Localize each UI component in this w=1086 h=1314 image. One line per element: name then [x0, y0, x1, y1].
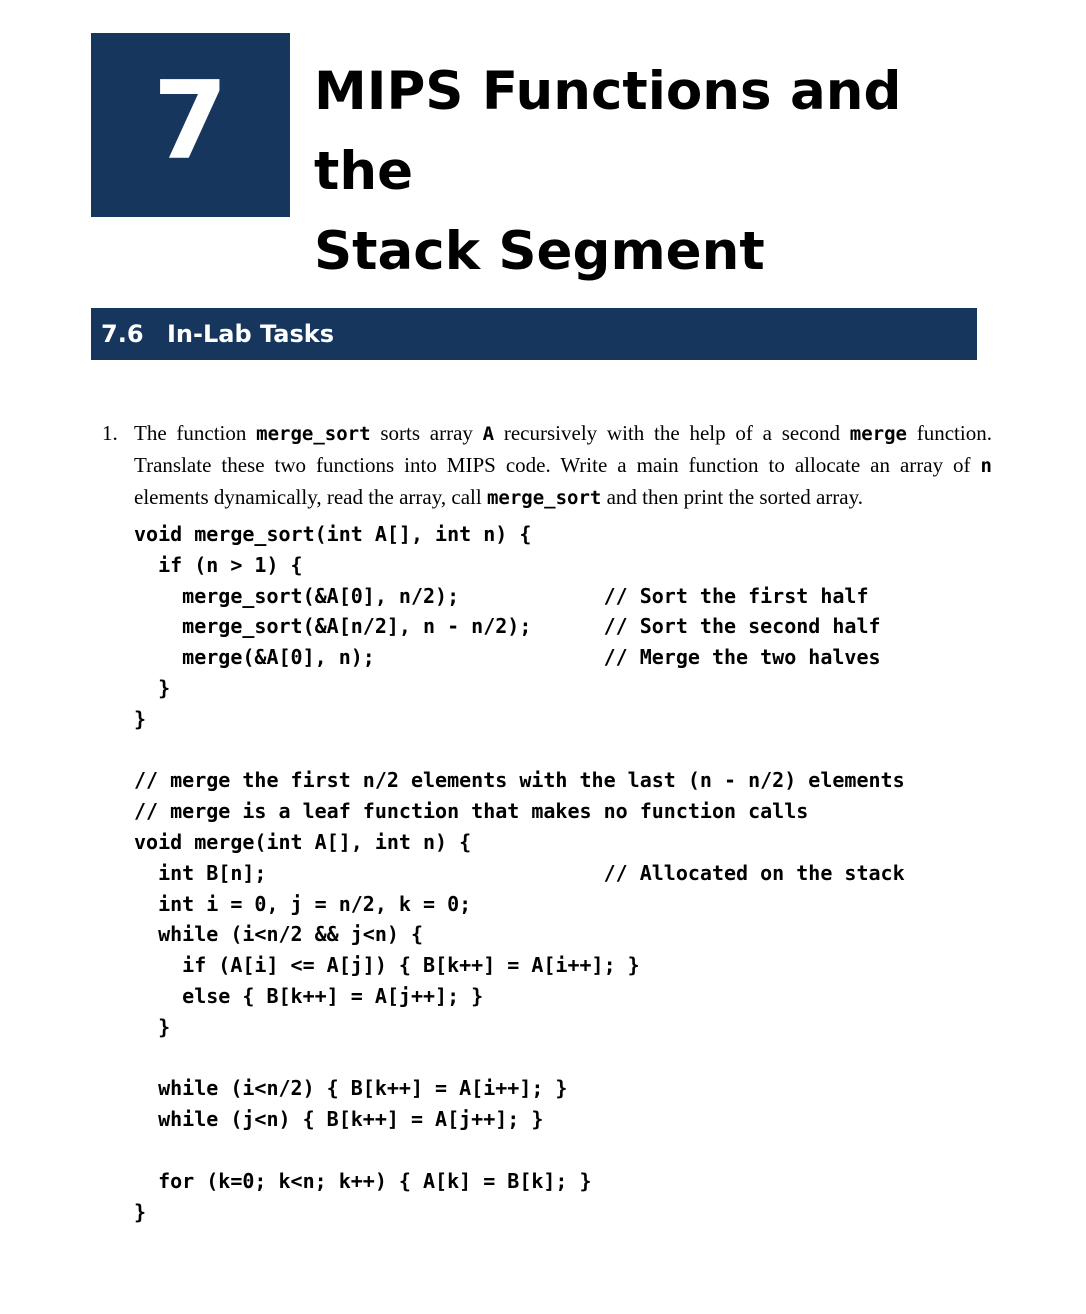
- task-text-5: elements dynamically, read the array, call: [134, 485, 487, 509]
- task-text-1: The function: [134, 421, 257, 445]
- task-code-merge-sort: merge_sort: [256, 423, 371, 445]
- chapter-title: [314, 52, 1014, 292]
- task-code-n: n: [980, 455, 992, 477]
- task-description: [134, 418, 992, 514]
- section-number: 7.6: [101, 320, 144, 348]
- task-item: [102, 418, 992, 514]
- task-text-3: recursively with the help of a second: [494, 421, 850, 445]
- section-header: [91, 308, 977, 360]
- task-text-6: and then print the sorted array.: [601, 485, 863, 509]
- task-number: 1.: [102, 421, 118, 445]
- task-text-2: sorts array: [370, 421, 483, 445]
- code-listing: void merge_sort(int A[], int n) { if (n > 1) { merge_sort(&A[0], n/2); // Sort the first half merge_sort(&A[n/2], n - n/2); // Sort the second half merge(&A[0], n); // Merge the two halves } } // merge the first n/2 elements with the last (n - n/2) elements // merge is a leaf function that makes no function calls void merge(int A[], int n) { int B[n]; // Allocated on the stack int i = 0, j = n/2, k = 0; while (i<n/2 && j<n) { if (A[i] <= A[j]) { B[k++] = A[i++]; } else { B[k++] = A[j++]; } } while (i<n/2) { B[k++] = A[i++]; } while (j<n) { B[k++] = A[j++]; } for (k=0; k<n; k++) { A[k] = B[k]; } }: [134, 522, 905, 1224]
- chapter-title-line-2: Stack Segment: [314, 221, 765, 282]
- chapter-title-line-1: MIPS Functions and the: [314, 61, 902, 202]
- section-title: In-Lab Tasks: [167, 320, 335, 348]
- task-code-merge: merge: [849, 423, 907, 445]
- task-code-array-a: A: [482, 423, 495, 445]
- task-code-merge-sort-2: merge_sort: [486, 487, 602, 509]
- task-text-4: function. Translate these two functions into MIPS code. Write a main function to allocate an array of: [134, 421, 992, 477]
- chapter-number-box: [91, 33, 290, 217]
- chapter-number: 7: [152, 59, 229, 184]
